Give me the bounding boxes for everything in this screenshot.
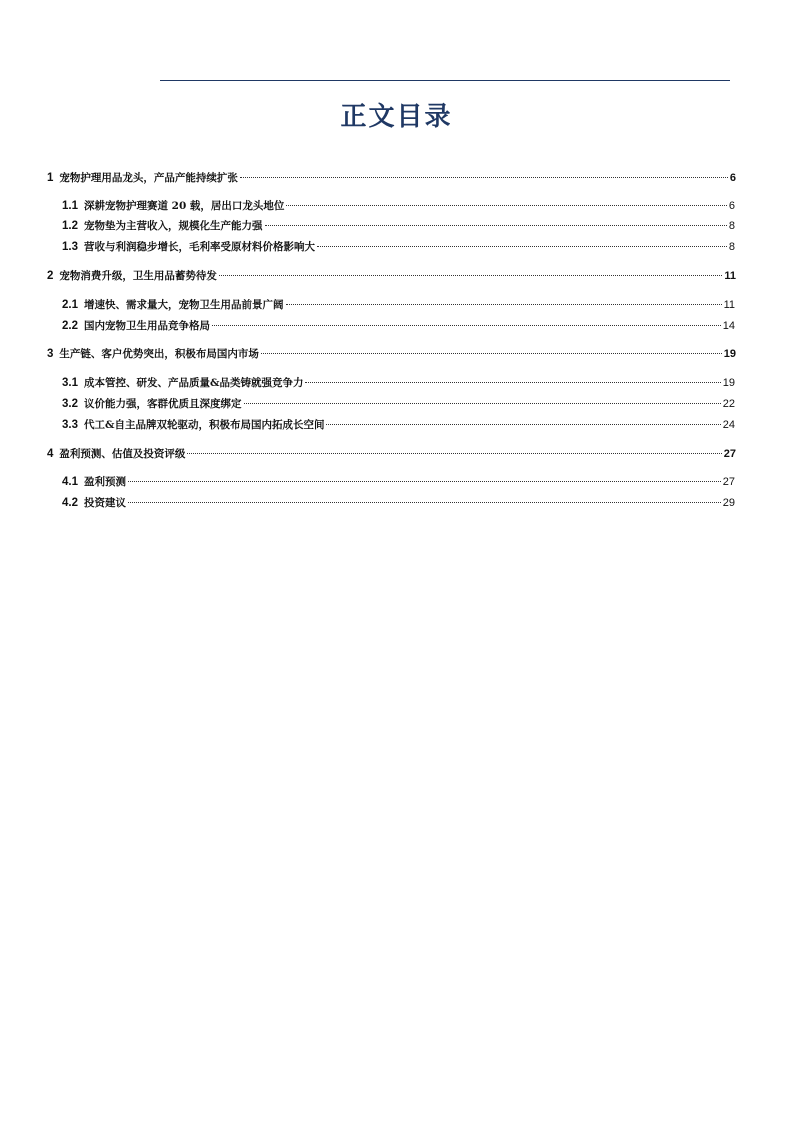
toc-dot-leader: [326, 424, 720, 425]
toc-entry-page: 8: [728, 220, 735, 232]
toc-entry-title: 营收与利润稳步增长，毛利率受原材料价格影响大: [84, 241, 315, 253]
toc-entry-number: 1.1: [62, 200, 78, 212]
toc-dot-leader: [187, 453, 721, 454]
toc-entry-page: 22: [722, 398, 735, 410]
toc-entry-title: 国内宠物卫生用品竞争格局: [84, 320, 210, 332]
toc-entry-page: 29: [722, 497, 735, 509]
toc-entry-title: 盈利预测: [84, 476, 126, 488]
toc-entry-page: 24: [722, 419, 735, 431]
toc-entry-2-1[interactable]: [62, 297, 735, 313]
toc-entry-number: 1: [47, 172, 54, 184]
toc-entry-page: 19: [722, 377, 735, 389]
toc-dot-leader: [317, 246, 727, 247]
toc-entry-number: 1.3: [62, 241, 78, 253]
toc-entry-2-2[interactable]: [62, 318, 735, 334]
toc-entry-page: 19: [723, 348, 736, 360]
toc-entry-page: 11: [723, 299, 735, 311]
toc-entry-number: 3: [47, 348, 54, 360]
toc-entry-number: 3.3: [62, 419, 78, 431]
toc-entry-2[interactable]: [47, 268, 736, 284]
toc-entry-page: 11: [724, 270, 736, 282]
toc-entry-number: 3.1: [62, 377, 78, 389]
toc-entry-title: 投资建议: [84, 497, 126, 509]
toc-entry-title: 盈利预测、估值及投资评级: [59, 448, 186, 460]
toc-entry-page: 14: [722, 320, 735, 332]
toc-entry-page: 6: [728, 200, 735, 212]
toc-entry-title: 议价能力强，客群优质且深度绑定: [84, 398, 242, 410]
toc-entry-1[interactable]: [47, 170, 736, 186]
toc-entry-1-2[interactable]: [62, 218, 735, 234]
toc-dot-leader: [128, 481, 721, 482]
toc-dot-leader: [286, 304, 722, 305]
toc-entry-number: 1.2: [62, 220, 78, 232]
toc-entry-title: 宠物垫为主营收入，规模化生产能力强: [84, 220, 263, 232]
toc-entry-1-3[interactable]: [62, 239, 735, 255]
toc-entry-1-1[interactable]: [62, 198, 735, 214]
toc-entry-page: 27: [723, 448, 736, 460]
toc-entry-3[interactable]: [47, 346, 736, 362]
toc-entry-number: 3.2: [62, 398, 78, 410]
toc-entry-title: 成本管控、研发、产品质量&品类铸就强竞争力: [84, 377, 304, 389]
toc-dot-leader: [128, 502, 721, 503]
toc-dot-leader: [212, 325, 721, 326]
toc-entry-title: 生产链、客户优势突出，积极布局国内市场: [59, 348, 259, 360]
toc-dot-leader: [261, 353, 722, 354]
toc-entry-number: 4: [47, 448, 54, 460]
toc-dot-leader: [219, 275, 722, 276]
toc-entry-3-2[interactable]: [62, 396, 735, 412]
toc-entry-number: 2: [47, 270, 54, 282]
toc-entry-title: 增速快、需求量大，宠物卫生用品前景广阔: [84, 299, 284, 311]
toc-entry-number: 2.2: [62, 320, 78, 332]
toc-entry-page: 8: [728, 241, 735, 253]
toc-entry-page: 27: [722, 476, 735, 488]
toc-dot-leader: [240, 177, 728, 178]
toc-entry-4[interactable]: [47, 446, 736, 462]
toc-entry-4-2[interactable]: [62, 495, 735, 511]
toc-entry-title: 宠物护理用品龙头，产品产能持续扩张: [59, 172, 238, 184]
toc-dot-leader: [305, 382, 720, 383]
toc-entry-title: 代工&自主品牌双轮驱动，积极布局国内拓成长空间: [84, 419, 325, 431]
page-title: 正文目录: [340, 102, 453, 132]
toc-entry-page: 6: [729, 172, 736, 184]
toc-entry-number: 4.2: [62, 497, 78, 509]
toc-entry-4-1[interactable]: [62, 474, 735, 490]
toc-entry-title: 宠物消费升级，卫生用品蓄势待发: [59, 270, 217, 282]
toc-dot-leader: [244, 403, 721, 404]
toc-entry-title: 深耕宠物护理赛道 20 载，居出口龙头地位: [84, 200, 285, 212]
toc-dot-leader: [286, 205, 726, 206]
toc-entry-number: 4.1: [62, 476, 78, 488]
toc-entry-3-3[interactable]: [62, 417, 735, 433]
toc-entry-number: 2.1: [62, 299, 78, 311]
toc-dot-leader: [265, 225, 727, 226]
toc-entry-3-1[interactable]: [62, 375, 735, 391]
